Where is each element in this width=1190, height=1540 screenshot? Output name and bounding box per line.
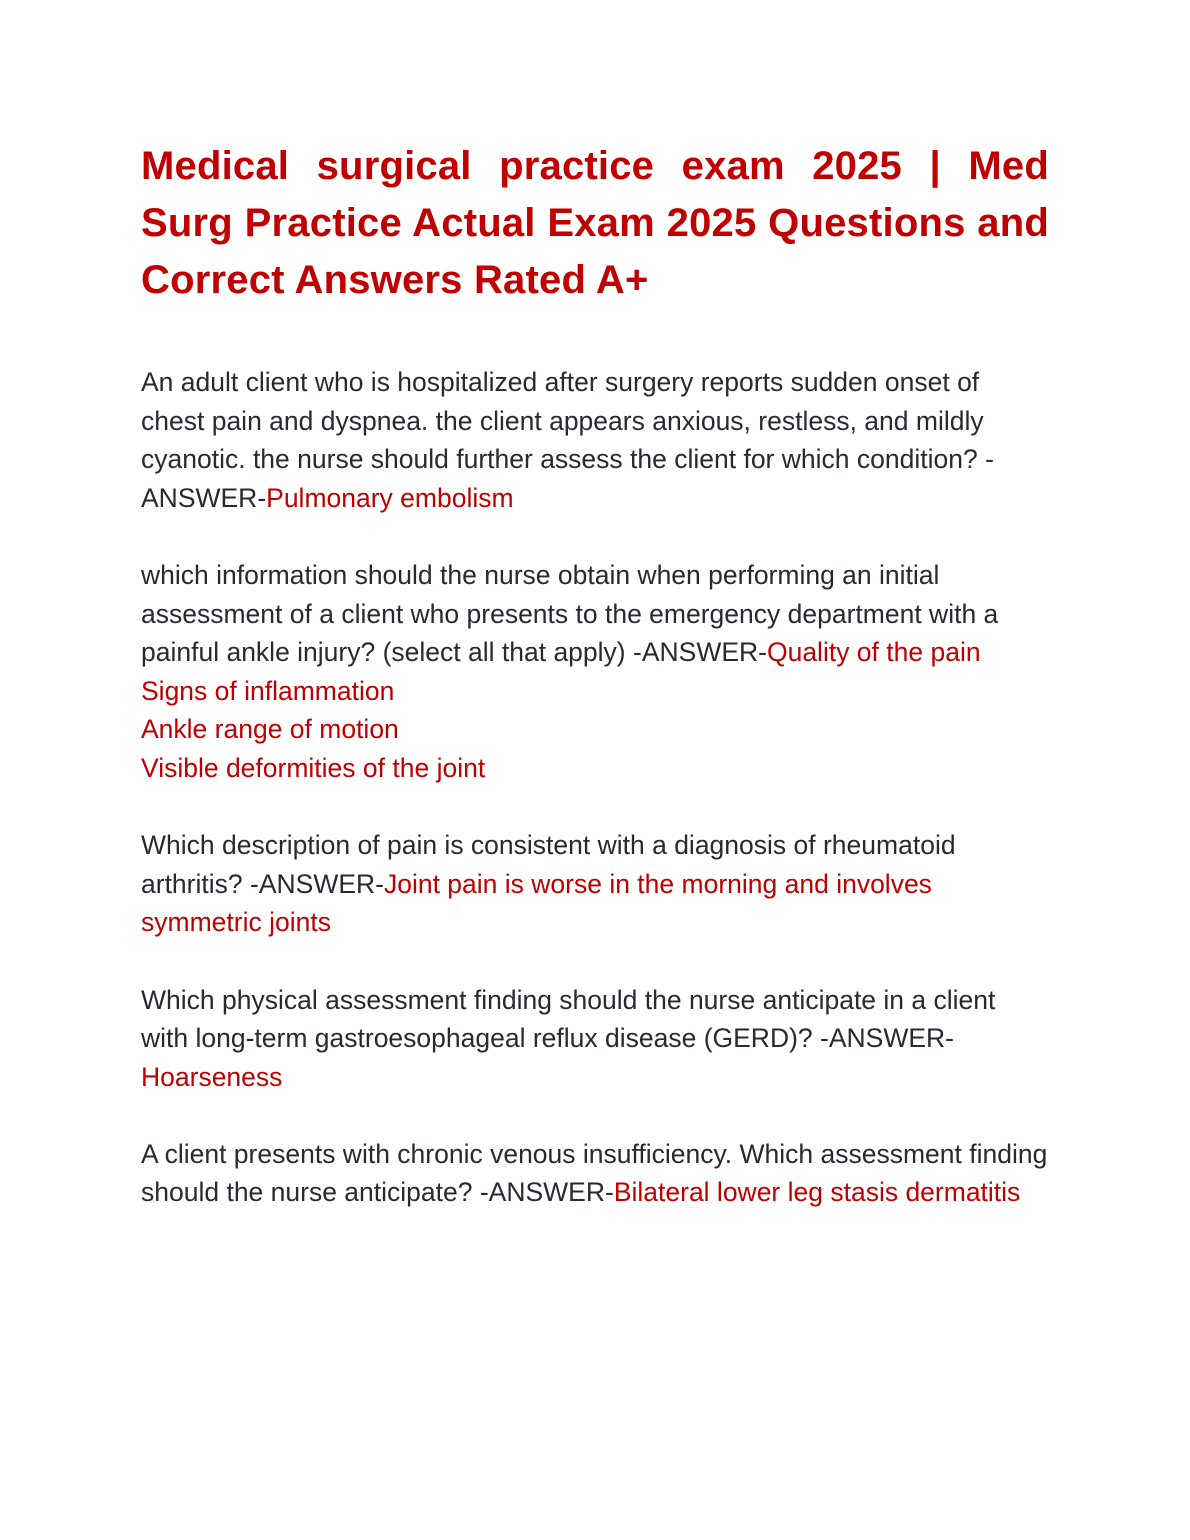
question-text: A client presents with chronic venous insufficiency. Which assessment finding should the nurse anticipate? [141, 1138, 1048, 1208]
answer-line: Signs of inflammation [141, 675, 395, 706]
qa-item-4 [141, 981, 1049, 1097]
answer-text: Pulmonary embolism [266, 482, 514, 513]
answer-line: Ankle range of motion [141, 714, 399, 745]
answer-text: Joint pain is worse in the morning and involves symmetric joints [141, 868, 932, 938]
answer-prefix: -ANSWER- [141, 444, 994, 513]
answer-prefix: -ANSWER- [479, 1177, 614, 1208]
question-text: which information should the nurse obtain when performing an initial assessment of a client who presents to the emergency department with a painful ankle injury? (select all that apply) [141, 559, 999, 668]
question-text: Which physical assessment finding should the nurse anticipate in a client with long-term gastroesophageal reflux disease (GERD)? [141, 984, 996, 1054]
answer-text: Quality of the pain [766, 637, 981, 668]
answer-prefix: -ANSWER- [250, 868, 384, 899]
answer-text: Bilateral lower leg stasis dermatitis [613, 1177, 1021, 1208]
qa-item-1 [141, 363, 1049, 517]
question-text: Which description of pain is consistent with a diagnosis of rheumatoid arthritis? [141, 830, 956, 899]
answer-prefix: -ANSWER- [820, 1023, 954, 1054]
qa-item-2 [141, 556, 1049, 788]
question-text: An adult client who is hospitalized after surgery reports sudden onset of chest pain and dyspnea. the client appears anxious, restless, and mildly cyanotic. the nurse should further assess the client for which condition? [141, 367, 984, 475]
answer-line: Visible deformities of the joint [141, 752, 486, 783]
qa-item-5 [141, 1135, 1049, 1212]
answer-text: Hoarseness [141, 1061, 283, 1092]
document-page [141, 138, 1049, 1212]
answer-prefix: -ANSWER- [633, 637, 767, 668]
qa-item-3 [141, 826, 1049, 942]
document-title: Medical surgical practice exam 2025 | Med Surg Practice Actual Exam 2025 Questions and Correct Answers Rated A+ [141, 144, 1049, 302]
